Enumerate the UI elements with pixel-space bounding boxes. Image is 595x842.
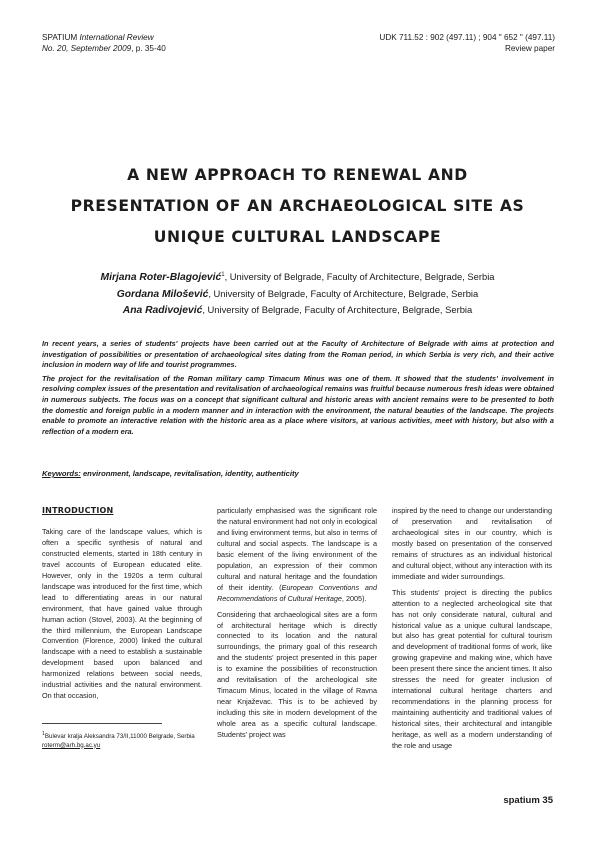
citation-title: European Conventions and Recommendations of Cultural Heritage <box>217 582 377 603</box>
author-list <box>40 268 555 319</box>
text-column-1 <box>42 506 202 707</box>
footnote-divider <box>42 723 162 724</box>
author-entry <box>40 302 555 319</box>
body-paragraph <box>217 506 377 605</box>
body-text: , 2005). <box>341 593 367 603</box>
author-affiliation: , University of Belgrade, Faculty of Architecture, Belgrade, Serbia <box>208 287 479 299</box>
body-paragraph: Taking care of the landscape values, which is often a specific synthesis of natural and constructed elements, started in 18th century in travel accounts of European educated elite. However, only in the 1920s a term cultural landscape was introduced for the first time, which lead to differentiating areas in our natural environment, that have gained value through human action (Stovel, 2003). At the beginning of the third millennium, the European Landscape Convention (Florence, 2000) linked the cultural landscape with a need to establish a sustainable development based upon balanced and harmonized relations between social needs, industrial activities and the natural environment. On that occasion, <box>42 526 202 701</box>
abstract-paragraph: The project for the revitalisation of the Roman military camp Timacum Minus was one of them. It showed that the students' involvement in resolving complex issues of the presentation and revitalisation of archaeological remains was fruitful because numerous fresh ideas were obtained in numerous subjects. The focus was on a concept that significant cultural and historic areas with ancient remains were to be presented to both the domestic and foreign public in a modern manner and in interaction with the environment, the natural beauties of the landscape. The projects enable to promote an interactive relation with the historic area as a place where visitors, at various activities, meet with history, but also with a reflection of a modern era. <box>42 373 554 436</box>
page-number: 35 <box>542 795 553 806</box>
journal-name: SPATIUM <box>42 33 78 42</box>
keywords-text: environment, landscape, revitalisation, identity, authenticity <box>82 469 299 478</box>
footnote-address: Bulevar kralja Aleksandra 73/II,11000 Belgrade, Serbia <box>44 733 195 741</box>
author-affiliation: , University of Belgrade, Faculty of Architecture, Belgrade, Serbia <box>224 271 495 283</box>
abstract-paragraph: In recent years, a series of students' projects have been carried out at the Faculty of Architecture of Belgrade with aims at protection and investigation of possibilities or presentation of archaeological sites dating from the Roman period, in which Serbia is very rich, and their active inclusion in modern way of life and tourist programmes. <box>42 339 554 370</box>
issue-number: No. 20, September 2009 <box>42 43 132 53</box>
page-footer <box>503 795 553 806</box>
abstract <box>42 339 554 440</box>
author-entry <box>40 286 555 303</box>
title-line: UNIQUE CULTURAL LANDSCAPE <box>153 228 442 246</box>
classification-header <box>379 33 555 54</box>
paper-title <box>40 160 555 253</box>
body-text: particularly emphasised was the significant role the natural environment had not only in ecological and living environment terms, but also in terms of cultural and social aspects. The landscape is a basic element of the living environment of the population, an expression of their common cultural and natural heritage and the foundation of their identity. ( <box>217 506 377 592</box>
keywords-label: Keywords: <box>42 469 81 478</box>
title-line: A NEW APPROACH TO RENEWAL AND <box>127 166 468 184</box>
author-affiliation: , University of Belgrade, Faculty of Architecture, Belgrade, Serbia <box>202 304 473 316</box>
author-name: Mirjana Roter-Blagojević <box>100 272 222 284</box>
author-footnote-mark[interactable]: 1 <box>221 272 225 278</box>
author-entry <box>40 268 555 286</box>
title-line: PRESENTATION OF AN ARCHAEOLOGICAL SITE AS <box>70 197 525 215</box>
author-name: Ana Radivojević <box>122 305 203 317</box>
journal-header <box>42 33 166 54</box>
keywords <box>42 469 299 478</box>
journal-subtitle: International Review <box>79 33 154 42</box>
body-paragraph: This students' project is directing the publics attention to a neglected archeological site that has not only considerate natural, cultural and historical value as a unique cultural landscape, but also has great potential for cultural tourism and development of traditional forms of work, like growing grapevine and making wine, which have been present there since the ancient times. It also stresses the need for greater inclusion of international cultural heritage charters and recommendations in the planning process for maintaining authenticity and traditional values of historical sites, their architectural and intangible heritage, as well as a modern understanding of the role and usage <box>392 587 552 751</box>
text-column-2 <box>217 506 377 746</box>
udk-code: UDK 711.52 : 902 (497.11) ; 904 " 652 " (497.11) <box>379 33 555 42</box>
footer-brand: spatium <box>503 795 540 806</box>
section-heading: INTRODUCTION <box>42 506 114 515</box>
author-name: Gordana Milošević <box>116 288 209 300</box>
body-paragraph: inspired by the need to change our understanding of preservation and revitalisation of archaeological sites in our country, which is mostly based on presentation of the conserved remains of structures as an individual historical and cultural object, without any interaction with its immediate and wider surroundings. <box>392 506 552 581</box>
paper-type: Review paper <box>504 43 555 53</box>
text-column-3 <box>392 506 552 757</box>
footnote <box>42 730 212 750</box>
footnote-mark: 1 <box>42 731 45 737</box>
issue-pages: , p. 35-40 <box>131 43 166 53</box>
footnote-email-link[interactable]: roterm@arh.bg.ac.yu <box>42 741 101 749</box>
body-paragraph: Considering that archaeological sites are a form of architectural heritage which is directly connected to its location and the natural surroundings, the primary goal of this research and the students' project presented in this paper is to examine the possibilities of reconstruction and revitalisation of the archeological site Timacum Minus, located in the village of Ravna near Knjaževac. This is to be achieved by including this site in modern development of the whole area as a specific cultural landscape. Students' project was <box>217 609 377 740</box>
